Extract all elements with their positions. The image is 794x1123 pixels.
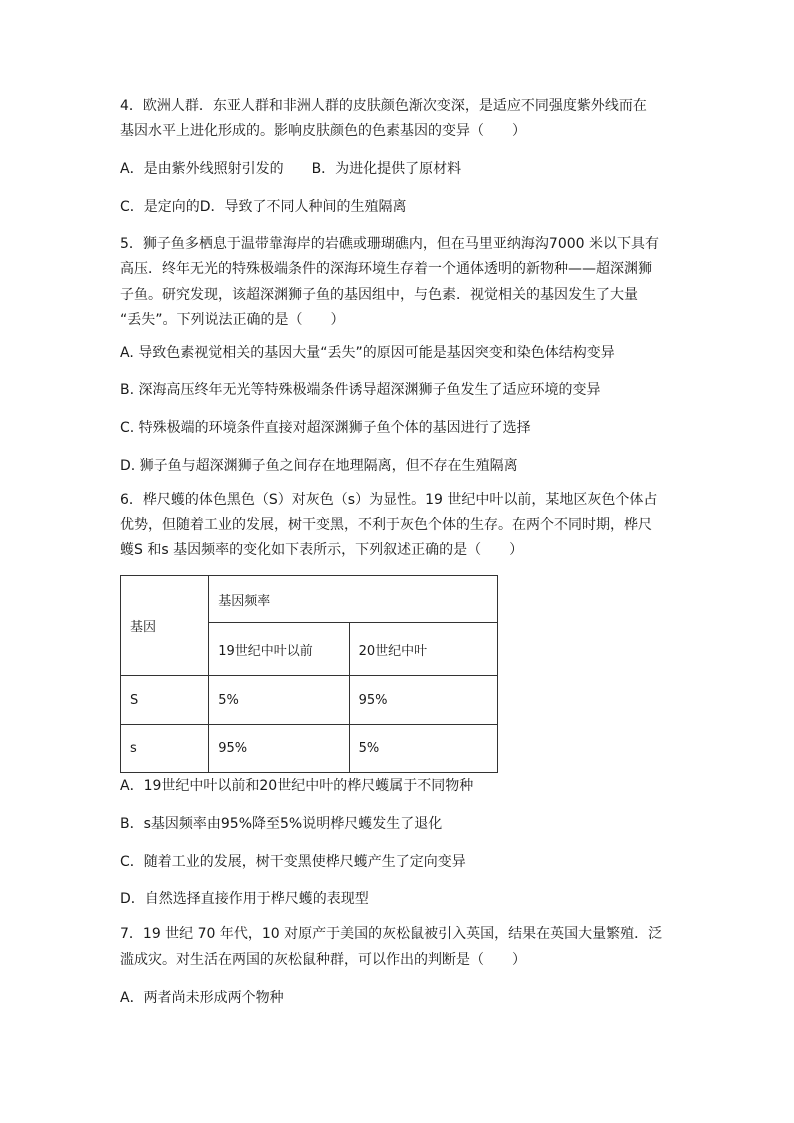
- q7-option-a: A．两者尚未形成两个物种: [120, 990, 284, 1006]
- q5-option-d: D. 狮子鱼与超深渊狮子鱼之间存在地理隔离，但不存在生殖隔离: [120, 458, 518, 474]
- frequency-header-cell: 基因频率: [209, 576, 498, 623]
- gene-cell: S: [121, 676, 209, 725]
- q6-option-c: C．随着工业的发展，树干变黑使桦尺蠖产生了定向变异: [120, 854, 466, 870]
- q5-option-c: C. 特殊极端的环境条件直接对超深渊狮子鱼个体的基因进行了选择: [120, 420, 531, 436]
- gene-header-cell: 基因: [121, 576, 209, 676]
- period-2-value-cell: 5%: [349, 725, 497, 773]
- table-header-row: [121, 576, 498, 623]
- table-row: [121, 676, 498, 725]
- q4-options-cd: C．是定向的D．导致了不同人种间的生殖隔离: [120, 199, 407, 215]
- q4-options-ab: A．是由紫外线照射引发的 B．为进化提供了原材料: [120, 161, 462, 177]
- q6-option-b: B．s基因频率由95%降至5%说明桦尺蠖发生了退化: [120, 816, 443, 832]
- q7-stem-line-2: 滥成灾。对生活在两国的灰松鼠种群，可以作出的判断是（ ）: [120, 952, 526, 968]
- q7-stem-line-1: 7．19 世纪 70 年代，10 对原产于美国的灰松鼠被引入英国，结果在英国大量繁殖．泛: [120, 926, 663, 942]
- q6-option-a: A．19世纪中叶以前和20世纪中叶的桦尺蠖属于不同物种: [120, 778, 474, 794]
- q5-stem-line-4: “丢失”。下列说法正确的是（ ）: [120, 312, 345, 328]
- period-2-header-cell: 20世纪中叶: [349, 623, 497, 676]
- period-2-value-cell: 95%: [349, 676, 497, 725]
- q5-option-a: A. 导致色素视觉相关的基因大量“丢失”的原因可能是基因突变和染色体结构变异: [120, 345, 615, 361]
- q6-stem-line-1: 6．桦尺蠖的体色黑色（S）对灰色（s）为显性。19 世纪中叶以前，某地区灰色个体占: [120, 492, 658, 508]
- table-row: [121, 725, 498, 773]
- q5-stem-line-1: 5．狮子鱼多栖息于温带靠海岸的岩礁或珊瑚礁内，但在马里亚纳海沟7000 米以下具有: [120, 236, 659, 252]
- q4-stem-line-1: 4．欧洲人群．东亚人群和非洲人群的皮肤颜色渐次变深，是适应不同强度紫外线而在: [120, 98, 647, 114]
- q5-stem-line-3: 子鱼。研究发现，该超深渊狮子鱼的基因组中，与色素．视觉相关的基因发生了大量: [120, 287, 638, 303]
- q6-stem-line-2: 优势，但随着工业的发展，树干变黑，不利于灰色个体的生存。在两个不同时期，桦尺: [120, 517, 652, 533]
- gene-frequency-table: [120, 575, 498, 773]
- q6-option-d: D．自然选择直接作用于桦尺蠖的表现型: [120, 891, 369, 907]
- q6-stem-line-3: 蠖S 和s 基因频率的变化如下表所示，下列叙述正确的是（ ）: [120, 542, 524, 558]
- period-1-value-cell: 5%: [209, 676, 349, 725]
- period-1-value-cell: 95%: [209, 725, 349, 773]
- q5-stem-line-2: 高压．终年无光的特殊极端条件的深海环境生存着一个通体透明的新物种——超深渊狮: [120, 261, 652, 277]
- q5-option-b: B. 深海高压终年无光等特殊极端条件诱导超深渊狮子鱼发生了适应环境的变异: [120, 382, 601, 398]
- period-1-header-cell: 19世纪中叶以前: [209, 623, 349, 676]
- gene-cell: s: [121, 725, 209, 773]
- q4-stem-line-2: 基因水平上进化形成的。影响皮肤颜色的色素基因的变异（ ）: [120, 123, 526, 139]
